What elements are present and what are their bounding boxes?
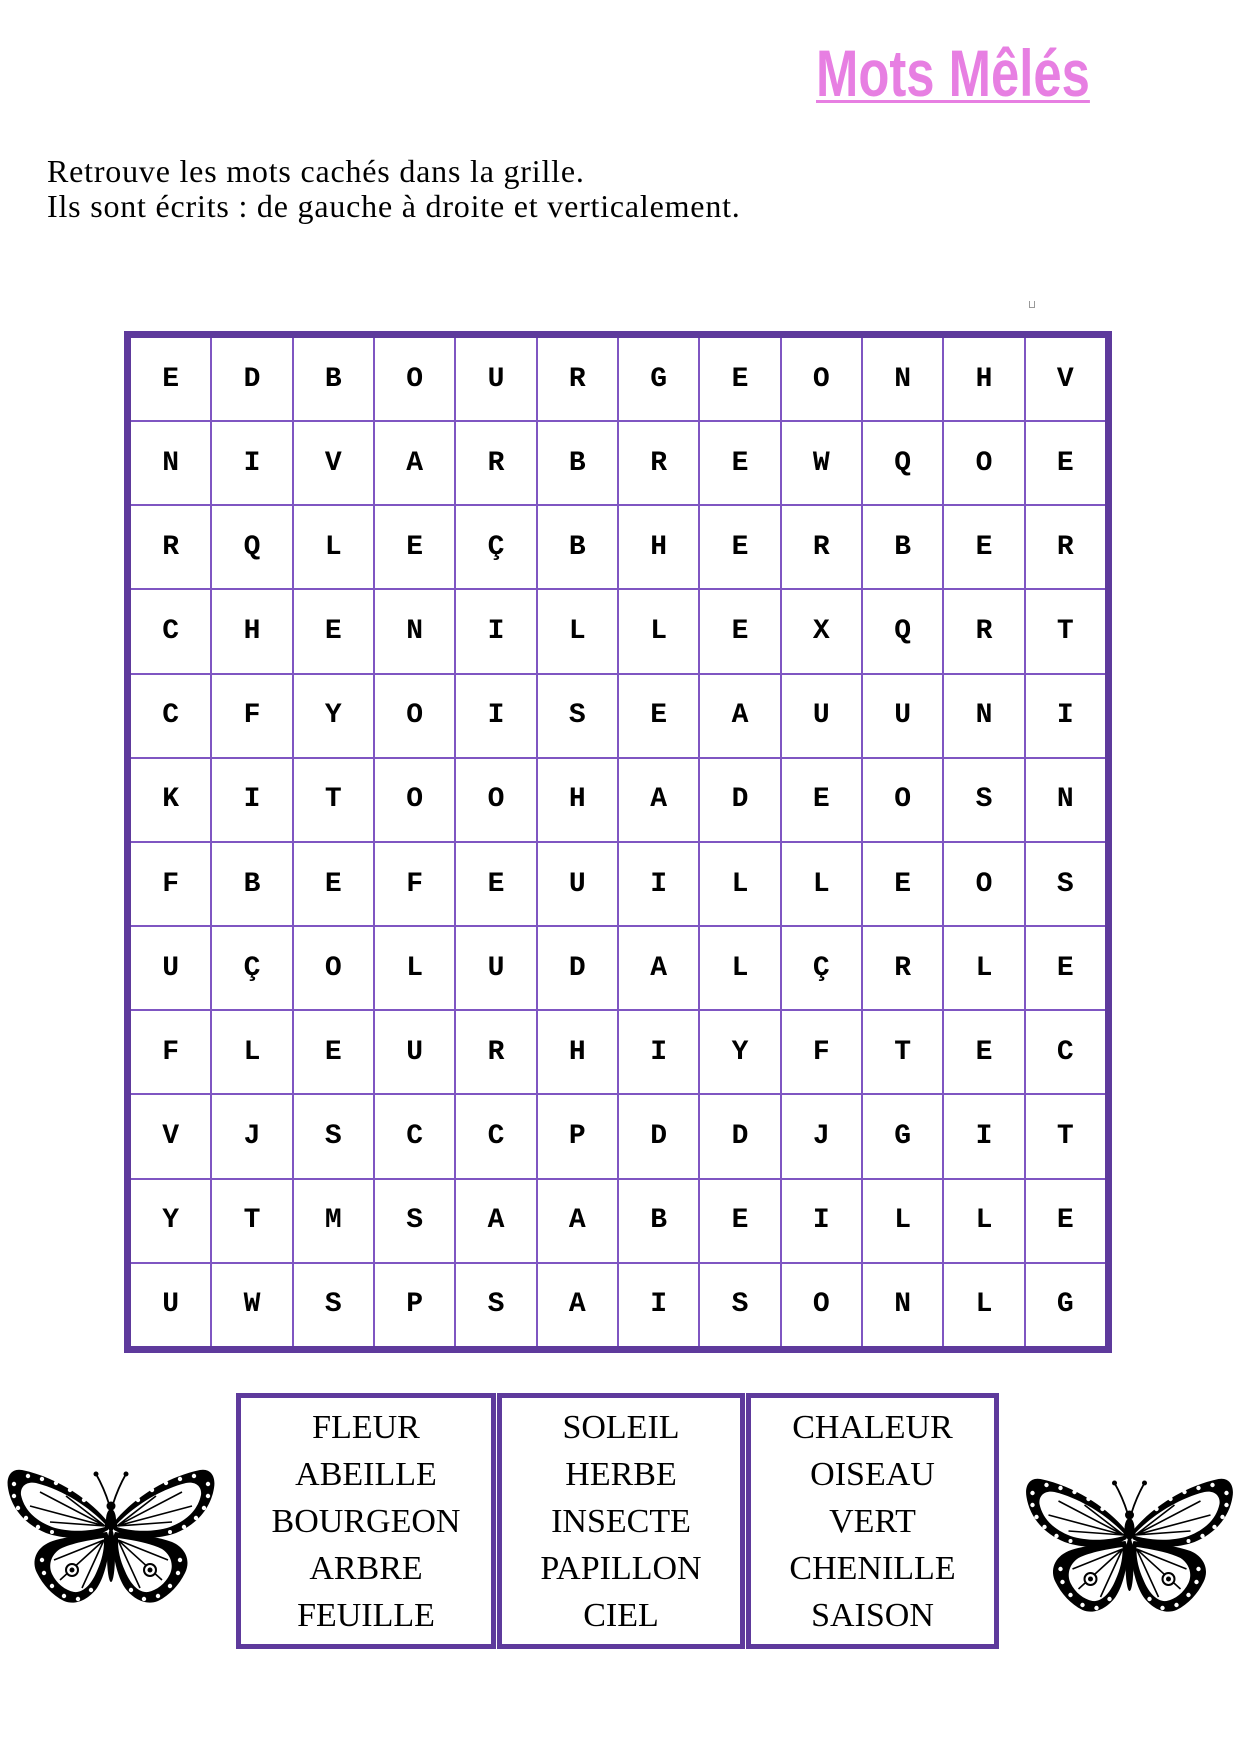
grid-cell: F xyxy=(375,843,454,925)
grid-cell: E xyxy=(1026,927,1105,1009)
grid-cell: O xyxy=(944,843,1023,925)
grid-cell: E xyxy=(700,338,779,420)
grid-cell: U xyxy=(375,1011,454,1093)
grid-cell: F xyxy=(782,1011,861,1093)
grid-cell: O xyxy=(375,759,454,841)
grid-cell: E xyxy=(1026,422,1105,504)
grid-cell: L xyxy=(700,927,779,1009)
grid-cell: R xyxy=(456,422,535,504)
grid-cell: N xyxy=(863,338,942,420)
grid-cell: H xyxy=(944,338,1023,420)
grid-cell: N xyxy=(375,590,454,672)
word-list-item: CHALEUR xyxy=(792,1408,953,1446)
grid-cell: A xyxy=(619,927,698,1009)
grid-cell: Ç xyxy=(782,927,861,1009)
grid-cell: C xyxy=(456,1095,535,1177)
anchor-mark-icon xyxy=(1028,300,1036,309)
grid-cell: L xyxy=(944,1180,1023,1262)
grid-cell: O xyxy=(375,675,454,757)
grid-cell: L xyxy=(944,1264,1023,1346)
grid-cell: A xyxy=(538,1180,617,1262)
grid-cell: R xyxy=(782,506,861,588)
grid-cell: S xyxy=(294,1095,373,1177)
grid-cell: F xyxy=(212,675,291,757)
grid-cell: S xyxy=(538,675,617,757)
grid-cell: D xyxy=(619,1095,698,1177)
grid-cell: Q xyxy=(863,422,942,504)
grid-cell: J xyxy=(212,1095,291,1177)
grid-cell: H xyxy=(212,590,291,672)
grid-cell: A xyxy=(375,422,454,504)
grid-cell: L xyxy=(944,927,1023,1009)
grid-cell: S xyxy=(375,1180,454,1262)
grid-cell: W xyxy=(212,1264,291,1346)
grid-cell: I xyxy=(212,759,291,841)
grid-cell: D xyxy=(538,927,617,1009)
word-list-column xyxy=(497,1393,745,1649)
grid-cell: U xyxy=(782,675,861,757)
grid-cell: E xyxy=(294,843,373,925)
grid-cell: I xyxy=(619,1264,698,1346)
grid-cell: S xyxy=(456,1264,535,1346)
grid-cell: I xyxy=(782,1180,861,1262)
left-butterfly-icon xyxy=(6,1460,216,1610)
grid-cell: P xyxy=(538,1095,617,1177)
grid-cell: C xyxy=(131,590,210,672)
grid-cell: U xyxy=(456,927,535,1009)
grid-cell: V xyxy=(131,1095,210,1177)
grid-cell: E xyxy=(700,1180,779,1262)
grid-cell: O xyxy=(944,422,1023,504)
grid-cell: F xyxy=(131,1011,210,1093)
grid-cell: F xyxy=(131,843,210,925)
grid-cell: U xyxy=(863,675,942,757)
grid-cell: S xyxy=(1026,843,1105,925)
grid-cell: M xyxy=(294,1180,373,1262)
grid-cell: O xyxy=(294,927,373,1009)
grid-cell: Ç xyxy=(212,927,291,1009)
word-list-column xyxy=(236,1393,496,1649)
word-list-item: CHENILLE xyxy=(789,1549,956,1587)
grid-cell: C xyxy=(131,675,210,757)
word-list-item: OISEAU xyxy=(810,1455,935,1493)
grid-cell: V xyxy=(1026,338,1105,420)
right-butterfly-icon xyxy=(1024,1469,1235,1619)
grid-cell: R xyxy=(1026,506,1105,588)
grid-cell: E xyxy=(700,422,779,504)
grid-cell: A xyxy=(538,1264,617,1346)
grid-cell: R xyxy=(538,338,617,420)
word-list-item: SOLEIL xyxy=(562,1408,680,1446)
grid-cell: S xyxy=(944,759,1023,841)
instructions xyxy=(47,154,741,224)
grid-cell: V xyxy=(294,422,373,504)
word-list-item: INSECTE xyxy=(551,1502,691,1540)
word-list-column xyxy=(746,1393,999,1649)
grid-cell: H xyxy=(538,759,617,841)
grid-cell: E xyxy=(944,506,1023,588)
grid-cell: R xyxy=(456,1011,535,1093)
grid-cell: C xyxy=(375,1095,454,1177)
grid-cell: I xyxy=(944,1095,1023,1177)
grid-cell: L xyxy=(700,843,779,925)
grid-cell: L xyxy=(375,927,454,1009)
word-list-item: PAPILLON xyxy=(540,1549,702,1587)
grid-cell: Y xyxy=(294,675,373,757)
grid-cell: R xyxy=(863,927,942,1009)
grid-cell: U xyxy=(131,1264,210,1346)
grid-cell: Y xyxy=(700,1011,779,1093)
grid-cell: O xyxy=(375,338,454,420)
grid-cell: O xyxy=(782,338,861,420)
word-list-item: FEUILLE xyxy=(297,1596,435,1634)
grid-cell: L xyxy=(619,590,698,672)
grid-cell: A xyxy=(456,1180,535,1262)
grid-cell: E xyxy=(294,1011,373,1093)
grid-cell: J xyxy=(782,1095,861,1177)
grid-cell: N xyxy=(944,675,1023,757)
grid-cell: W xyxy=(782,422,861,504)
grid-cell: E xyxy=(700,590,779,672)
grid-cell: I xyxy=(456,590,535,672)
grid-cell: G xyxy=(863,1095,942,1177)
instruction-line: Ils sont écrits : de gauche à droite et verticalement. xyxy=(47,188,741,224)
grid-cell: Q xyxy=(863,590,942,672)
grid-cell: I xyxy=(212,422,291,504)
grid-cell: N xyxy=(131,422,210,504)
word-list-item: ARBRE xyxy=(309,1549,423,1587)
grid-cell: T xyxy=(863,1011,942,1093)
word-search-grid xyxy=(124,331,1112,1353)
word-list-item: FLEUR xyxy=(312,1408,420,1446)
grid-cell: S xyxy=(700,1264,779,1346)
grid-cell: G xyxy=(619,338,698,420)
word-list-item: VERT xyxy=(829,1502,916,1540)
grid-cell: S xyxy=(294,1264,373,1346)
grid-cell: I xyxy=(619,843,698,925)
grid-cell: D xyxy=(212,338,291,420)
grid-cell: H xyxy=(538,1011,617,1093)
grid-cell: B xyxy=(538,422,617,504)
grid-cell: T xyxy=(1026,1095,1105,1177)
grid-cell: R xyxy=(131,506,210,588)
word-list-item: BOURGEON xyxy=(271,1502,461,1540)
grid-cell: Q xyxy=(212,506,291,588)
grid-cell: I xyxy=(619,1011,698,1093)
grid-cell: T xyxy=(294,759,373,841)
grid-cell: E xyxy=(1026,1180,1105,1262)
grid-cell: E xyxy=(456,843,535,925)
grid-cell: E xyxy=(131,338,210,420)
grid-cell: L xyxy=(294,506,373,588)
grid-cell: O xyxy=(782,1264,861,1346)
grid-cell: Y xyxy=(131,1180,210,1262)
grid-cell: G xyxy=(1026,1264,1105,1346)
grid-cell: B xyxy=(619,1180,698,1262)
grid-cell: E xyxy=(863,843,942,925)
grid-cell: X xyxy=(782,590,861,672)
grid-cell: L xyxy=(782,843,861,925)
word-list-item: SAISON xyxy=(811,1596,934,1634)
word-list-item: HERBE xyxy=(565,1455,677,1493)
grid-cell: K xyxy=(131,759,210,841)
grid-cell: A xyxy=(619,759,698,841)
instruction-line: Retrouve les mots cachés dans la grille. xyxy=(47,153,585,189)
grid-cell: T xyxy=(1026,590,1105,672)
grid-cell: E xyxy=(782,759,861,841)
grid-cell: L xyxy=(212,1011,291,1093)
grid-cell: E xyxy=(944,1011,1023,1093)
grid-cell: O xyxy=(456,759,535,841)
grid-cell: E xyxy=(619,675,698,757)
grid-cell: I xyxy=(1026,675,1105,757)
grid-cell: U xyxy=(456,338,535,420)
grid-cell: E xyxy=(700,506,779,588)
word-list-item: CIEL xyxy=(583,1596,659,1634)
grid-cell: I xyxy=(456,675,535,757)
grid-cell: C xyxy=(1026,1011,1105,1093)
grid-cell: N xyxy=(863,1264,942,1346)
grid-cell: L xyxy=(538,590,617,672)
grid-cell: R xyxy=(944,590,1023,672)
grid-cell: D xyxy=(700,1095,779,1177)
grid-cell: B xyxy=(538,506,617,588)
page-title: Mots Mêlés xyxy=(816,36,1090,110)
grid-cell: P xyxy=(375,1264,454,1346)
grid-cell: R xyxy=(619,422,698,504)
grid-cell: N xyxy=(1026,759,1105,841)
grid-cell: B xyxy=(863,506,942,588)
grid-cell: L xyxy=(863,1180,942,1262)
grid-cell: U xyxy=(538,843,617,925)
grid-cell: E xyxy=(294,590,373,672)
grid-cell: T xyxy=(212,1180,291,1262)
grid-cell: Ç xyxy=(456,506,535,588)
grid-cell: H xyxy=(619,506,698,588)
grid-cell: D xyxy=(700,759,779,841)
grid-cell: B xyxy=(294,338,373,420)
grid-cell: A xyxy=(700,675,779,757)
word-list-item: ABEILLE xyxy=(295,1455,437,1493)
grid-cell: U xyxy=(131,927,210,1009)
grid-cell: E xyxy=(375,506,454,588)
grid-cell: O xyxy=(863,759,942,841)
grid-cell: B xyxy=(212,843,291,925)
